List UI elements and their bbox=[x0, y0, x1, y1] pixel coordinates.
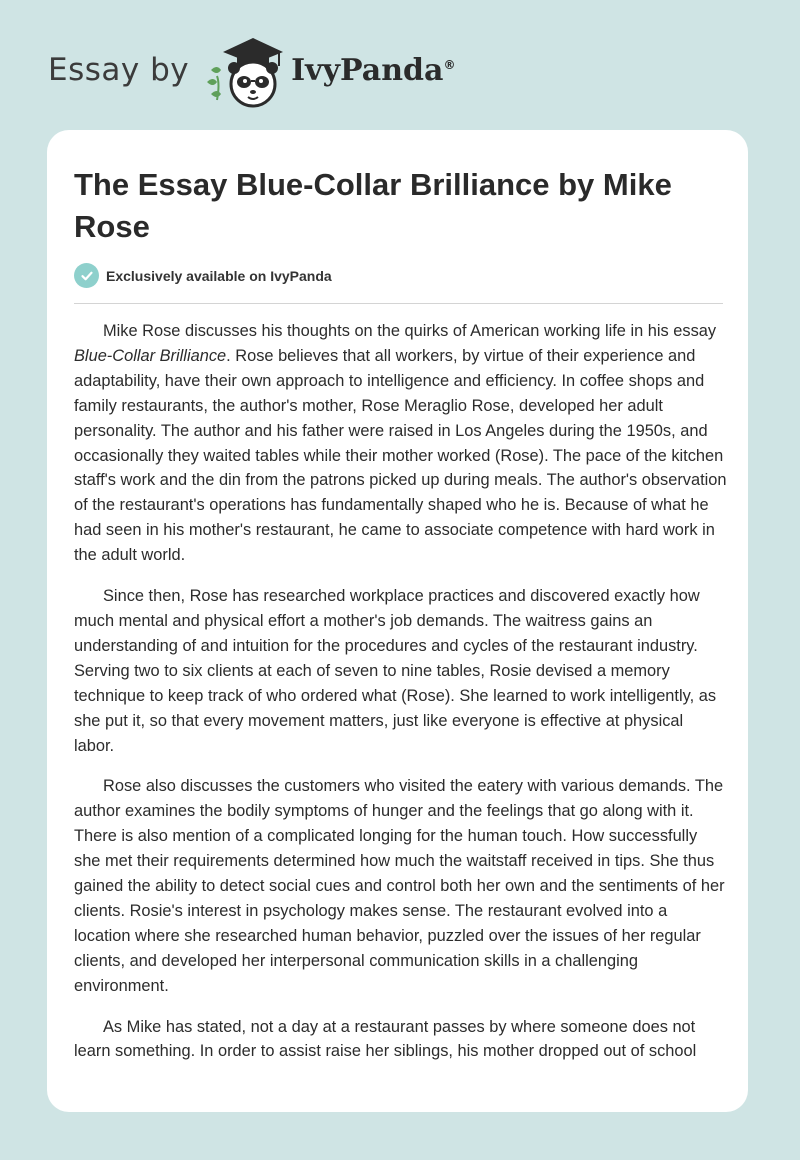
essay-by-label: Essay by bbox=[48, 52, 190, 88]
essay-body bbox=[74, 319, 727, 1080]
essay-title: The Essay Blue-Collar Brilliance by Mike Rose bbox=[74, 167, 672, 244]
site-header bbox=[48, 30, 455, 110]
registered-mark: ® bbox=[443, 57, 456, 72]
check-circle-icon bbox=[74, 263, 99, 288]
exclusive-badge bbox=[74, 263, 332, 288]
essay-card bbox=[47, 130, 748, 1112]
brand-name: IvyPanda® bbox=[291, 52, 456, 88]
panda-graduate-logo-icon bbox=[203, 30, 287, 110]
paragraph-1: Mike Rose discusses his thoughts on the quirks of American working life in his essay Blue-Collar Brilliance. Rose believes that all workers, by virtue of their experience and adaptability, have their own approach to intelligence and efficiency. In coffee shops and family restaurants, the author's mother, Rose Meraglio Rose, developed her adult personality. The author and his father were raised in Los Angeles during the 1950s, and occasionally they waited tables while their mother worked (Rose). The pace of the kitchen staff's work and the din from the patrons picked up during meals. The author's observation of the restaurant's operations has fundamentally shaped who he is. Because of what he had seen in his mother's restaurant, he came to associate competence with hard work in the adult world. bbox=[74, 322, 727, 565]
divider bbox=[74, 303, 723, 304]
essay-title-italic: Blue-Collar Brilliance bbox=[74, 346, 227, 365]
paragraph-2: Since then, Rose has researched workplace practices and discovered exactly how much mental and physical effort a mother's job demands. The waitress gains an understanding of and intuition for the procedures and cycles of the restaurant industry. Serving two to six clients at each of seven to nine tables, Rosie devised a memory technique to keep track of who ordered what (Rose). She learned to work intelligently, as she put it, so that every movement matters, just like everyone is effective at physical labor. bbox=[74, 587, 717, 755]
badge-label: Exclusively available on IvyPanda bbox=[106, 267, 332, 284]
ivypanda-logo[interactable] bbox=[203, 30, 455, 110]
paragraph-3: Rose also discusses the customers who visited the eatery with various demands. The author examines the bodily symptoms of hunger and the feelings that go along with it. There is also mention of a complicated longing for the human touch. How successfully she met their requirements determined how much the waitstaff received in tips. She thus gained the ability to detect social cues and control both her own and the sentiments of her clients. Rosie's interest in psychology makes sense. The restaurant evolved into a location where she researched human behavior, puzzled over the issues of her regular clients, and developed her interpersonal communication skills in a challenging environment. bbox=[74, 777, 725, 995]
paragraph-4: As Mike has stated, not a day at a restaurant passes by where someone does not learn something. In order to assist raise her siblings, his mother dropped out of school bbox=[74, 1017, 697, 1061]
